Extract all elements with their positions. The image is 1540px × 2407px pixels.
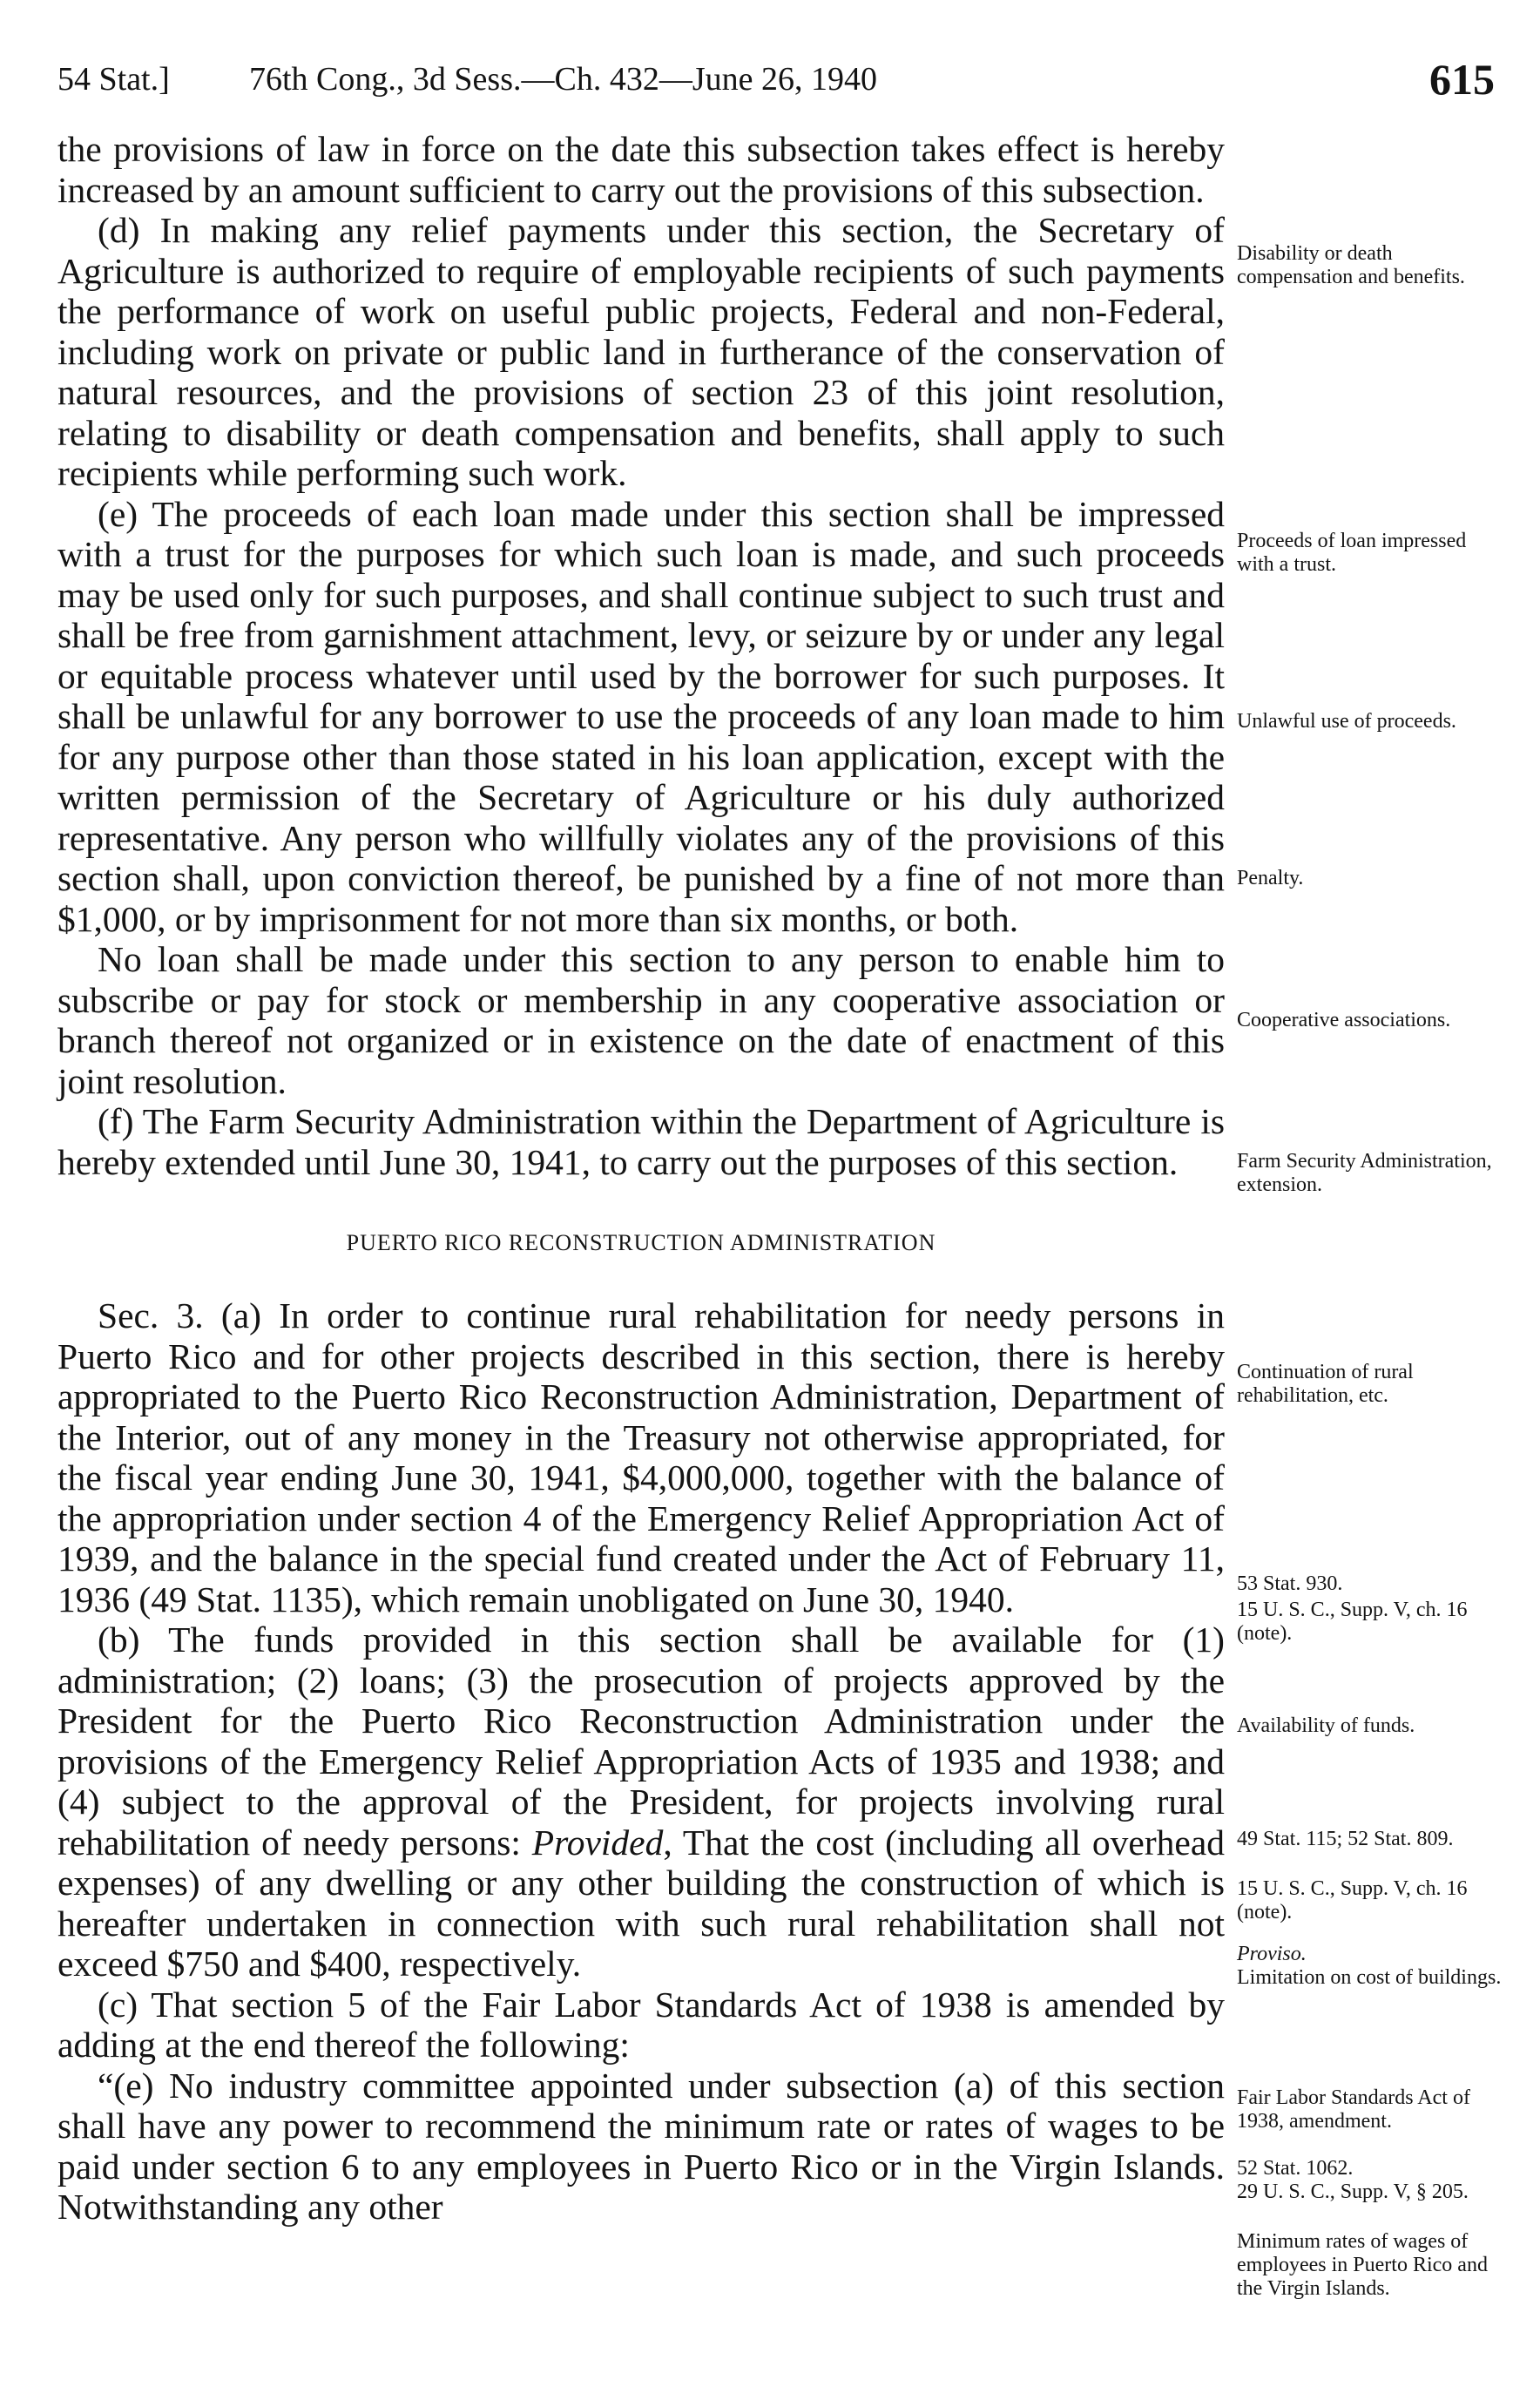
sidenote-availability: Availability of funds. bbox=[1237, 1714, 1415, 1737]
sidenote-15-usc-a: 15 U. S. C., Supp. V, ch. 16 (note). bbox=[1237, 1599, 1468, 1645]
sidenote-farm-security: Farm Security Administration, extension. bbox=[1237, 1150, 1492, 1196]
sidenote-unlawful-use: Unlawful use of proceeds. bbox=[1237, 710, 1456, 733]
paragraph-continuation: the provisions of law in force on the date this subsection takes effect is hereby increased by an amount sufficient to carry out the provisions of this subsection. bbox=[57, 129, 1225, 210]
proviso-text: Limitation on cost of buildings. bbox=[1237, 1966, 1502, 1989]
sidenote-continuation: Continuation of rural rehabilitation, etc. bbox=[1237, 1361, 1414, 1407]
sidenote-53-stat: 53 Stat. 930. bbox=[1237, 1572, 1343, 1595]
page-header bbox=[57, 49, 1495, 110]
sidenote-minimum-rates: Minimum rates of wages of employees in Puerto Rico and the Virgin Islands. bbox=[1237, 2230, 1488, 2300]
sidenote-proceeds-trust: Proceeds of loan impressed with a trust. bbox=[1237, 530, 1467, 576]
sidenote-proviso bbox=[1237, 1943, 1507, 1990]
paragraph-sec3-c: (c) That section 5 of the Fair Labor Standards Act of 1938 is amended by adding at the end thereof the following: bbox=[57, 1984, 1225, 2065]
statute-reference: 54 Stat.] bbox=[57, 61, 170, 98]
sidenote-29-usc: 29 U. S. C., Supp. V, § 205. bbox=[1237, 2180, 1469, 2203]
paragraph-f: (f) The Farm Security Administration within the Department of Agriculture is hereby extended until June 30, 1941, to carry out the purposes of this section. bbox=[57, 1101, 1225, 1182]
sidenote-49-stat: 49 Stat. 115; 52 Stat. 809. bbox=[1237, 1828, 1454, 1850]
paragraph-sec3-b-start: (b) The funds provided in this section shall be available for (1) administration; (2) loans; (3) the prosecution of projects approved by the President for the Puerto Rico Reconstruction Administration under the provisions of the Emergency Relief Appropriation Acts of 1935 and 1938; and (4) subject to the approval of the President, for projects involving rural rehabilitation of needy persons: bbox=[57, 1619, 1225, 1863]
sidenote-cooperative: Cooperative associations. bbox=[1237, 1009, 1451, 1031]
page-number: 615 bbox=[1429, 55, 1495, 104]
sidenote-fair-labor: Fair Labor Standards Act of 1938, amendment. bbox=[1237, 2086, 1470, 2133]
paragraph-e: (e) The proceeds of each loan made under this section shall be impressed with a trust for the purposes for which such loan is made, and such proceeds may be used only for such purposes, and shall continue subject to such trust and shall be free from garnishment attachment, levy, or seizure by or under any legal or equitable process whatever until used by the borrower for such purposes. It shall be unlawful for any borrower to use the proceeds of any loan made to him for any purpose other than those stated in his loan application, except with the written permission of the Secretary of Agriculture or his duly authorized representative. Any person who willfully violates any of the provisions of this section shall, upon conviction thereof, be punished by a fine of not more than $1,000, or by imprisonment for not more than six months, or both. bbox=[57, 493, 1225, 939]
paragraph-sec3-b-end: , That the cost (including all overhead expenses) of any dwelling or any other building the construction of which is hereafter undertaken in connection with such rural rehabilitation shall not exceed $750 and $400, respectively. bbox=[57, 1822, 1225, 1984]
sidenote-penalty: Penalty. bbox=[1237, 867, 1304, 889]
paragraph-d: (d) In making any relief payments under this section, the Secretary of Agriculture is authorized to require of employable recipients of such payments the performance of work on useful public projects, Federal and non-Federal, including work on private or public land in furtherance of the conservation of natural resources, and the provisions of section 23 of this joint resolution, relating to disability or death compensation and benefits, shall apply to such recipients while performing such work. bbox=[57, 210, 1225, 493]
paragraph-sec3-a: Sec. 3. (a) In order to continue rural rehabilitation for needy persons in Puerto Rico and for other projects described in this section, there is hereby appropriated to the Puerto Rico Reconstruction Administration, Department of the Interior, out of any money in the Treasury not otherwise appropriated, for the fiscal year ending June 30, 1941, $4,000,000, together with the balance of the appropriation under section 4 of the Emergency Relief Appropriation Act of 1939, and the balance in the special fund created under the Act of February 11, 1936 (49 Stat. 1135), which remain unobligated on June 30, 1940. bbox=[57, 1295, 1225, 1619]
session-chapter-date: 76th Cong., 3d Sess.—Ch. 432—June 26, 1940 bbox=[249, 61, 877, 98]
sidenote-15-usc-b: 15 U. S. C., Supp. V, ch. 16 (note). bbox=[1237, 1877, 1468, 1924]
paragraph-sec3-b bbox=[57, 1619, 1225, 1984]
proviso-word: Provided bbox=[531, 1822, 664, 1863]
paragraph-quoted-e: “(e) No industry committee appointed under subsection (a) of this section shall have any power to recommend the minimum rate or rates of wages to be paid under section 6 to any employees in Puerto Rico or in the Virgin Islands. Notwithstanding any other bbox=[57, 2065, 1225, 2227]
sidenote-disability: Disability or death compensation and benefits. bbox=[1237, 242, 1465, 288]
main-text bbox=[57, 129, 1225, 2228]
proviso-label: Proviso. bbox=[1237, 1943, 1307, 1965]
sidenote-52-stat: 52 Stat. 1062. bbox=[1237, 2157, 1354, 2180]
paragraph-loan-restriction: No loan shall be made under this section to any person to enable him to subscribe or pay for stock or membership in any cooperative association or branch thereof not organized or in existence on the date of enactment of this joint resolution. bbox=[57, 939, 1225, 1101]
section-heading: PUERTO RICO RECONSTRUCTION ADMINISTRATION bbox=[346, 1230, 936, 1255]
